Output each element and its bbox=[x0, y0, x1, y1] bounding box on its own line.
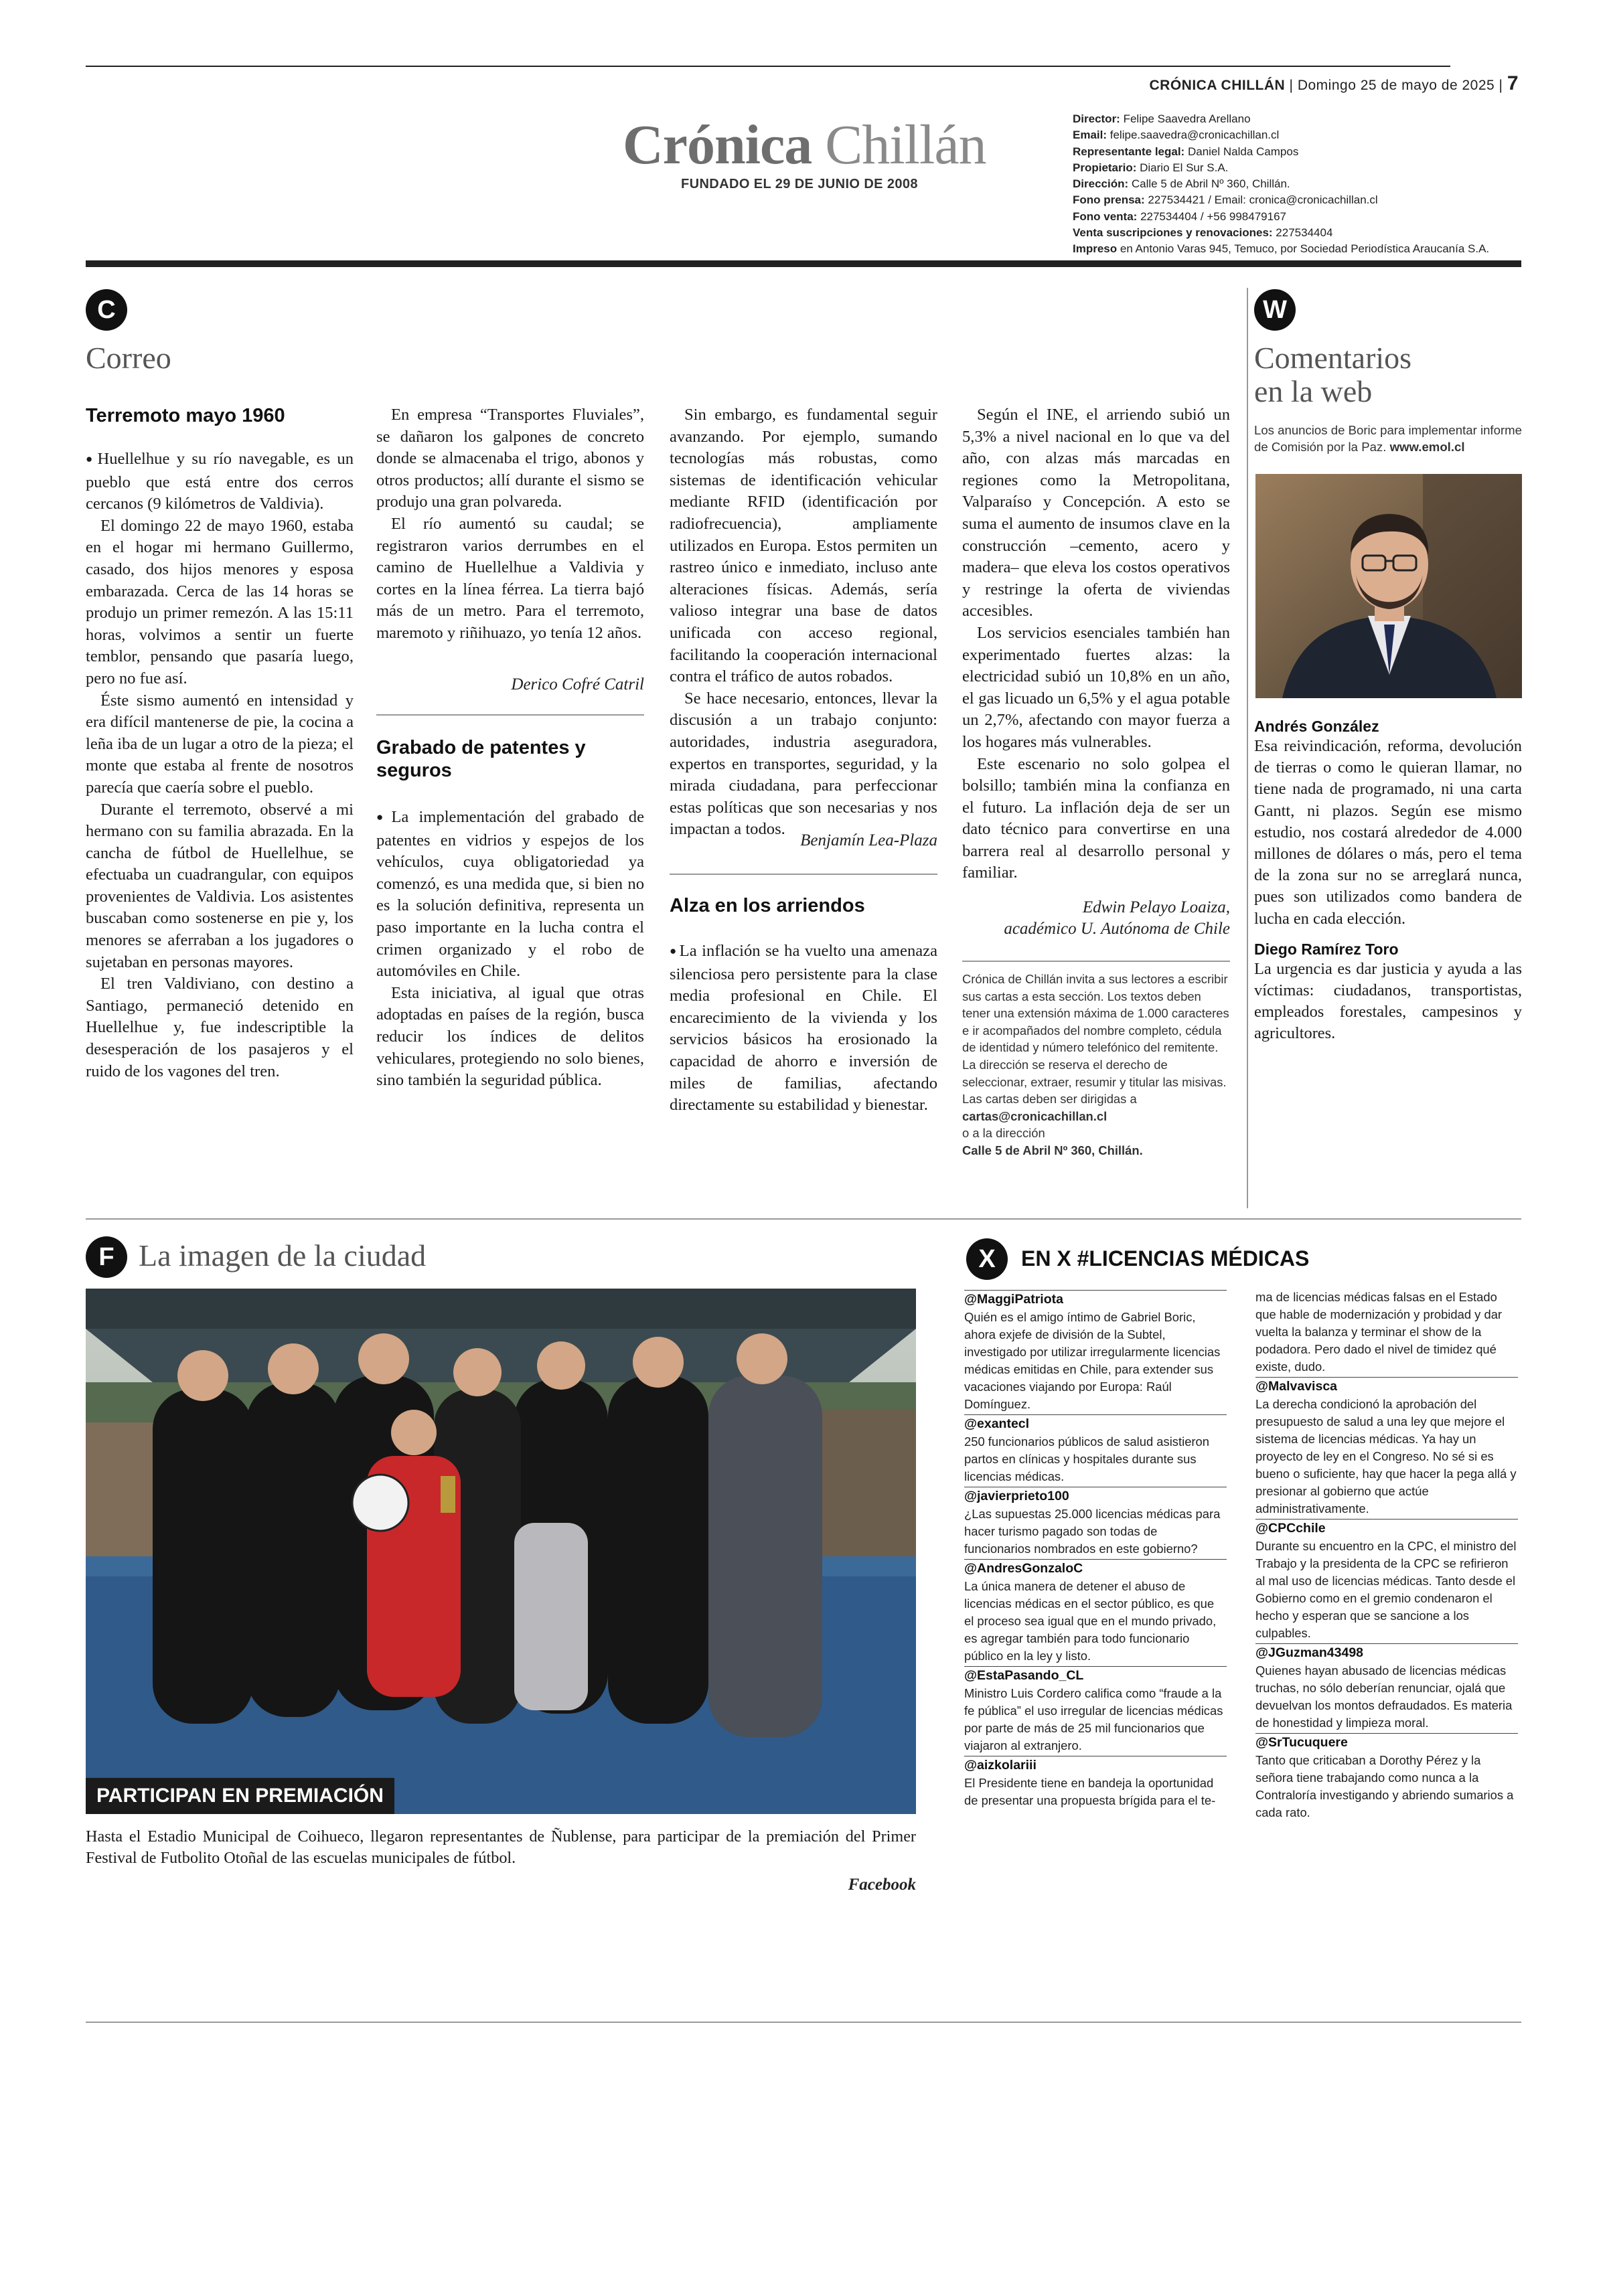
letter1-body-col2 bbox=[376, 404, 644, 645]
running-head: CRÓNICA CHILLÁN | Domingo 25 de mayo de 2025 | 7 bbox=[1149, 72, 1519, 94]
letter3-p4: Este escenario no solo golpea el bolsillo; también mina la confianza en el futuro. La inflación deja de ser un dato técnico para convertirse en una barrera real al desarrollo personal y familiar. bbox=[962, 754, 1230, 882]
staff-label: Impreso bbox=[1073, 242, 1118, 256]
staff-line bbox=[1073, 225, 1541, 241]
tweet-handle[interactable]: @MaggiPatriota bbox=[964, 1290, 1227, 1309]
tweet-handle[interactable]: @EstaPasando_CL bbox=[964, 1666, 1227, 1685]
letter2-headline: Grabado de patentes y seguros bbox=[376, 737, 586, 781]
staff-line bbox=[1073, 160, 1541, 176]
note-text: Crónica de Chillán invita a sus lectores a escribir sus cartas a esta sección. Los textos deben tener una extensión máxima de 1.000 caracteres e ir acompañados del nombre completo, cédula de identidad y número telefónico del remitente. La dirección se reserva el derecho de seleccionar, extraer, resumir y titular las misivas. Las cartas deben ser dirigidas a bbox=[962, 972, 1229, 1106]
letter3-signature-name: Edwin Pelayo Loaiza, bbox=[1082, 898, 1230, 916]
letter3-p1: ● La inflación se ha vuelto una amenaza silenciosa pero persistente para la clase media profesional en Chile. El encarecimiento de la vivienda y los servicios básicos ha erosionado la capacidad de ahorro e inversión de miles de familias, afectando directamente su estabilidad y bienestar. bbox=[670, 940, 937, 1117]
staff-label: Propietario: bbox=[1073, 161, 1137, 174]
masthead-light: Chillán bbox=[825, 114, 986, 176]
letter1-body-col1 bbox=[86, 448, 354, 1082]
staff-line bbox=[1073, 176, 1541, 192]
staff-value: felipe.saavedra@cronicachillan.cl bbox=[1107, 129, 1280, 142]
letter3-headline: Alza en los arriendos bbox=[670, 895, 865, 916]
letter1-p7: El río aumentó su caudal; se registraron varios derrumbes en el camino de Huellelhue a Valdivia y cortes en la línea férrea. La tierra bajó más de un metro. Para el terremoto, maremoto y riñihuazo, yo tenía 12 años. bbox=[376, 514, 644, 642]
staff-value: Felipe Saavedra Arellano bbox=[1120, 112, 1251, 125]
top-rule bbox=[86, 66, 1450, 67]
x-title: EN X #LICENCIAS MÉDICAS bbox=[1021, 1246, 1310, 1270]
tweet-text: Durante su encuentro en la CPC, el ministro del Trabajo y la presidenta de la CPC se refirieron al mal uso de licencias médicas. Tanto desde el Gobierno como en el gremio condenaron el hecho y esperan que se sancione a los culpables. bbox=[1255, 1539, 1517, 1640]
staff-label: Venta suscripciones y renovaciones: bbox=[1073, 226, 1273, 240]
web-title bbox=[1254, 341, 1411, 408]
staff-line bbox=[1073, 241, 1541, 257]
letters-note bbox=[962, 971, 1230, 1159]
staff-value: en Antonio Varas 945, Temuco, por Sociedad Periodística Araucanía S.A. bbox=[1117, 242, 1490, 256]
staff-line bbox=[1073, 127, 1541, 143]
tweet-text: Quienes hayan abusado de licencias médicas truchas, no sólo deberían renunciar, ojalá que devuelvan los montos defraudados. Es materia de honestidad y limpieza moral. bbox=[1255, 1663, 1513, 1730]
staff-box bbox=[1073, 111, 1541, 258]
correo-badge: C bbox=[86, 289, 127, 331]
tweet-handle[interactable]: @aizkolariii bbox=[964, 1756, 1227, 1775]
column-separator bbox=[1247, 288, 1248, 1208]
letter2-p2: Esta iniciativa, al igual que otras adoptadas en países de la región, busca reducir los índices de delitos vehiculares, protegiendo no solo bienes, sino también la seguridad pública. bbox=[376, 983, 644, 1090]
letter2-p1: ● La implementación del grabado de patentes en vidrios y espejos de los vehículos, cuya obligatoriedad ya comenzó, es una medida que, si bien no es la solución definitiva, representa un paso importante en la lucha contra el crimen organizado y el robo de automóviles en Chile. bbox=[376, 807, 644, 983]
x-badge: X bbox=[966, 1238, 1008, 1280]
letter3-signature-affiliation: académico U. Autónoma de Chile bbox=[1004, 920, 1230, 938]
tweet-text: Ministro Luis Cordero califica como “fraude a la fe pública” el uso irregular de licencias médicas por parte de más de 25 mil funcionarios que viajaron al extranjero. bbox=[964, 1686, 1223, 1752]
imagen-badge: F bbox=[86, 1236, 127, 1278]
letter1-p1: ● Huellelhue y su río navegable, es un pueblo que está entre dos cerros cercanos (9 kilómetros de Valdivia). bbox=[86, 448, 354, 515]
staff-value: Calle 5 de Abril Nº 360, Chillán. bbox=[1128, 177, 1290, 191]
letter3-body-col4 bbox=[962, 404, 1230, 884]
x-column-1 bbox=[964, 1289, 1227, 1811]
letter2-body-col3 bbox=[670, 404, 937, 841]
tweet-handle[interactable]: @Malvavisca bbox=[1255, 1377, 1518, 1396]
x-col2-lead: ma de licencias médicas falsas en el Estado que hable de modernización y probidad y dar vuelta la balanza y terminar el show de la podadora. Pero dado el nivel de timidez qué existe, dudo. bbox=[1255, 1290, 1503, 1374]
comment2-author: Diego Ramírez Toro bbox=[1254, 940, 1399, 958]
bottom-rule bbox=[86, 2022, 1521, 2023]
tweet-text: Quién es el amigo íntimo de Gabriel Boric, ahora exjefe de división de la Subtel, investigado por utilizar irregularmente licencias médicas emitidas en Chile, para extender sus vacaciones viajando por Europa: Raúl Domínguez. bbox=[964, 1310, 1221, 1411]
section-divider bbox=[86, 1218, 1521, 1220]
tweet-text: 250 funcionarios públicos de salud asistieron partos en clínicas y hospitales durante sus licencias médicas. bbox=[964, 1434, 1209, 1483]
photo-credit: Facebook bbox=[848, 1876, 916, 1894]
running-title: CRÓNICA CHILLÁN bbox=[1149, 78, 1286, 93]
letter2-signature: Benjamín Lea-Plaza bbox=[800, 831, 937, 849]
tweet-handle[interactable]: @CPCchile bbox=[1255, 1519, 1518, 1538]
masthead-bold: Crónica bbox=[623, 114, 812, 176]
staff-line bbox=[1073, 144, 1541, 160]
founded-line: FUNDADO EL 29 DE JUNIO DE 2008 bbox=[681, 177, 918, 191]
staff-label: Dirección: bbox=[1073, 177, 1129, 191]
note-email: cartas@cronicachillan.cl bbox=[962, 1109, 1107, 1123]
staff-value: Diario El Sur S.A. bbox=[1136, 161, 1229, 174]
web-lead bbox=[1254, 422, 1522, 455]
letter1-p2: El domingo 22 de mayo 1960, estaba en el hogar mi hermano Guillermo, casado, dos hijos menores y esposa embarazada. Cerca de las 14 horas se produjo un primer remezón. A las 15:11 horas, volvimos a sentir un fuerte temblor, pensando que pasaría luego, pero no fue así. bbox=[86, 516, 354, 687]
comment1-author: Andrés González bbox=[1254, 718, 1379, 735]
comment1-text: Esa reivindicación, reforma, devolución de tierras o como le quieran llamar, no tiene nada de programado, ni una carta Gantt, ni plazos. Según ese mismo estudio, nos costará alrededor de 4.000 millones de dólares o más, pero el tema de la zona sur no se arreglará nunca, pues son utilizados como bandera de lucha en cada elección. bbox=[1254, 737, 1522, 928]
comment2-text: La urgencia es dar justicia y ayuda a las víctimas: ciudadanos, transportistas, empleados forestales, campesinos y agricultores. bbox=[1254, 959, 1522, 1043]
staff-label: Director: bbox=[1073, 112, 1120, 125]
x-column-2 bbox=[1255, 1289, 1518, 1823]
staff-value: 227534421 / Email: cronica@cronicachillan.cl bbox=[1144, 193, 1378, 207]
portrait-photo bbox=[1255, 474, 1522, 698]
divider bbox=[670, 874, 937, 875]
letter1-p3: Éste sismo aumentó en intensidad y era difícil mantenerse de pie, la cocina a leña iba de un lugar a otro de la pieza; el monte que estaba al frente de nosotros parecía que caería sobre el pueblo. bbox=[86, 691, 354, 797]
imagen-title: La imagen de la ciudad bbox=[139, 1238, 427, 1273]
staff-label: Email: bbox=[1073, 129, 1107, 142]
letter3-signature bbox=[962, 897, 1230, 940]
letter3-p3: Los servicios esenciales también han experimentado fuertes alzas: la electricidad subió un 10,8% en un año, el gas licuado un 6,5% y el agua potable un 2,7%, afectando con mayor fuerza a los hogares más vulnerables. bbox=[962, 623, 1230, 751]
letter3-body-col3 bbox=[670, 940, 937, 1117]
note-address: Calle 5 de Abril Nº 360, Chillán. bbox=[962, 1143, 1143, 1157]
note-or: o a la dirección bbox=[962, 1126, 1045, 1141]
photo-tag: PARTICIPAN EN PREMIACIÓN bbox=[86, 1778, 394, 1814]
divider bbox=[376, 714, 644, 716]
web-title-2: en la web bbox=[1254, 374, 1373, 408]
letter2-body-col2 bbox=[376, 807, 644, 1092]
divider bbox=[962, 961, 1230, 962]
tweet-text: El Presidente tiene en bandeja la oportunidad de presentar una propuesta brígida para el te- bbox=[964, 1776, 1216, 1807]
tweet-handle[interactable]: @exantecl bbox=[964, 1414, 1227, 1433]
tweet-text: La única manera de detener el abuso de licencias médicas en el sector público, es que el proceso sea igual que en el mundo privado, es agregar también para todo funcionario público en la ley y listo. bbox=[964, 1579, 1217, 1663]
web-lead-site: www.emol.cl bbox=[1389, 440, 1465, 454]
letter3-p2: Según el INE, el arriendo subió un 5,3% a nivel nacional en lo que va del año, con alzas más marcadas en regiones como la Metropolitana, Valparaíso y Concepción. A esto se suma el aumento de insumos clave en la construcción –cemento, acero y madera– que eleva los costos operativos y restringe la oferta de viviendas accesibles. bbox=[962, 406, 1230, 621]
letter1-p5: El tren Valdiviano, con destino a Santiago, permaneció detenido en Huellelhue y, fue indescriptible la desesperación de los pasajeros y el ruido de los vagones del tren. bbox=[86, 975, 354, 1080]
city-photo bbox=[86, 1289, 916, 1814]
letter2-p3: Sin embargo, es fundamental seguir avanzando. Por ejemplo, sumando tecnologías más robustas, como sistemas de identificación vehicular mediante RFID (identificación por radiofrecuencia), ampliamente utilizados en Europa. Estos permiten un rastreo único e inmediato, incluso ante alteraciones físicas. Además, sería valioso integrar una base de datos unificada con acceso regional, facilitando la cooperación internacional contra el tráfico de autos robados. bbox=[670, 406, 937, 686]
letter1-signature: Derico Cofré Catril bbox=[511, 675, 644, 693]
masthead-logo bbox=[623, 112, 986, 177]
staff-value: Daniel Nalda Campos bbox=[1184, 145, 1299, 158]
page-number: 7 bbox=[1507, 72, 1519, 94]
tweet-handle[interactable]: @AndresGonzaloC bbox=[964, 1559, 1227, 1578]
tweet-text: Tanto que criticaban a Dorothy Pérez y la señora tiene trabajando como nunca a la Contraloría investigando y abriendo sumarios a cada rato. bbox=[1255, 1753, 1514, 1819]
tweet-handle[interactable]: @javierprieto100 bbox=[964, 1487, 1227, 1505]
letter2-p4: Se hace necesario, entonces, llevar la discusión a un trabajo conjunto: autoridades, industria aseguradora, expertos en transportes, seguridad, y la mirada ciudadana, para perfeccionar estas políticas que son necesarias y nos impactan a todos. bbox=[670, 689, 937, 839]
staff-label: Fono prensa: bbox=[1073, 193, 1145, 207]
staff-label: Representante legal: bbox=[1073, 145, 1185, 158]
letter1-p6: En empresa “Transportes Fluviales”, se dañaron los galpones de concreto donde se almacenaba el trigo, abonos y otros productos; allí durante el sismo se produjo una gran polvareda. bbox=[376, 406, 644, 511]
staff-line bbox=[1073, 111, 1541, 127]
web-badge: W bbox=[1254, 289, 1296, 331]
photo-caption: Hasta el Estadio Municipal de Coihueco, llegaron representantes de Ñublense, para participar de la premiación del Primer Festival de Futbolito Otoñal de las escuelas municipales de fútbol. bbox=[86, 1827, 916, 1867]
running-date: Domingo 25 de mayo de 2025 bbox=[1297, 78, 1495, 93]
city-photo-illustration bbox=[86, 1289, 916, 1814]
masthead-bar bbox=[86, 260, 1521, 267]
web-comments bbox=[1254, 718, 1522, 1045]
staff-value: 227534404 bbox=[1272, 226, 1333, 240]
letter1-headline: Terremoto mayo 1960 bbox=[86, 405, 285, 426]
web-title-1: Comentarios bbox=[1254, 341, 1412, 375]
tweet-handle[interactable]: @JGuzman43498 bbox=[1255, 1643, 1518, 1662]
staff-line bbox=[1073, 209, 1541, 225]
tweet-text: ¿Las supuestas 25.000 licencias médicas para hacer turismo pagado son todas de funcionarios nombrados en este gobierno? bbox=[964, 1507, 1221, 1556]
correo-title: Correo bbox=[86, 341, 171, 375]
letter1-p4: Durante el terremoto, observé a mi hermano con su familia abrazada. En la cancha de fútbol de Huellelhue, se efectuaba un cuadrangular, con equipos provenientes de Valdivia. Los asistentes buscaban como sostenerse en pie y, los menores se aferraban a los jugadores o sujetaban en personas mayores. bbox=[86, 800, 354, 971]
staff-label: Fono venta: bbox=[1073, 210, 1138, 223]
staff-value: 227534404 / +56 998479167 bbox=[1137, 210, 1286, 223]
web-lead-text: Los anuncios de Boric para implementar informe de Comisión por la Paz. bbox=[1254, 423, 1522, 454]
staff-line bbox=[1073, 192, 1541, 208]
tweet-handle[interactable]: @SrTucuquere bbox=[1255, 1733, 1518, 1752]
tweet-text: La derecha condicionó la aprobación del presupuesto de salud a una ley que mejore el sistema de licencias médicas. Ya hay un proyecto de ley en el Congreso. No sé si es bueno o suficiente, hay que hacer la pega allá y presionar al gobierno que actúe administrativamente. bbox=[1255, 1397, 1517, 1515]
